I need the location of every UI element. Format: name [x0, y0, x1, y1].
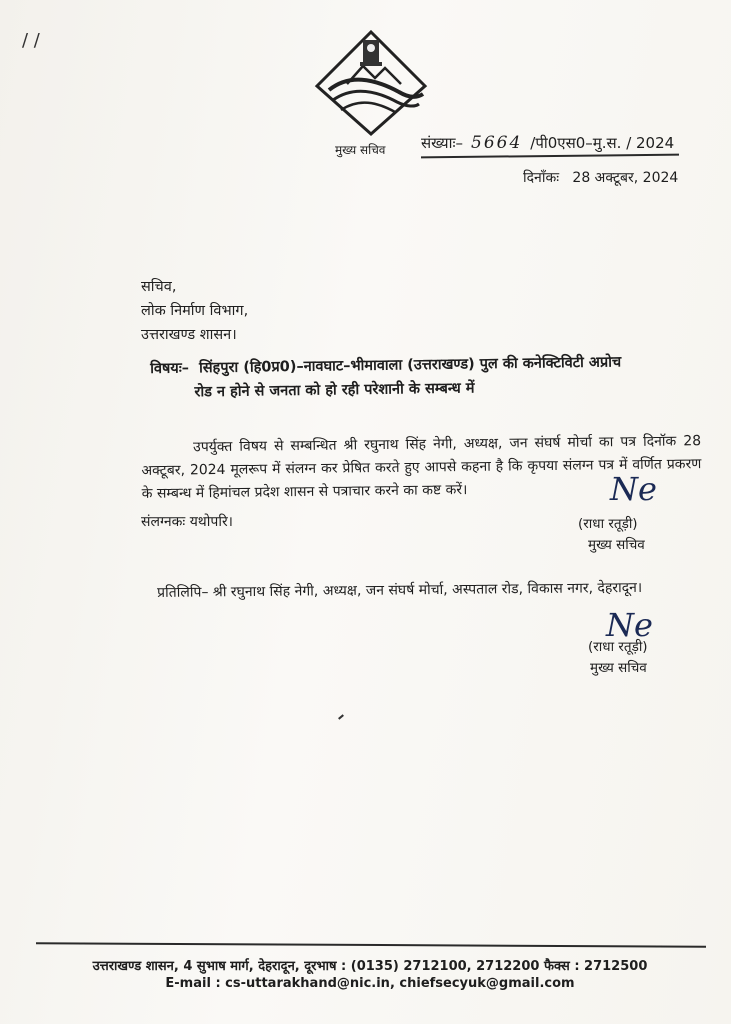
- addressee-line: सचिव,: [141, 279, 177, 295]
- enclosure-note: संलग्नकः यथोपरि।: [141, 514, 233, 530]
- reference-suffix: /पी0एस0–मु.स. / 2024: [530, 134, 675, 152]
- body-text: उपर्युक्त विषय से सम्बन्धित श्री रघुनाथ सिंह नेगी, अध्यक्ष, जन संघर्ष मोर्चा का पत्र दिनॉक 28 अक्टूबर, 2024 मूलरूप में संलग्न कर प्रेषित करते हुए आपसे कहना है कि कृपया संलग्न पत्र में वर्णित प्रकरण के सम्बन्ध में हिमांचल प्रदेश शासन से पत्राचार करने का कष्ट करें।: [141, 433, 702, 502]
- letter-date: [523, 168, 678, 187]
- footer-email: E-mail : cs-uttarakhand@nic.in, chiefsecyuk@gmail.com: [165, 976, 575, 991]
- signatory-title: मुख्य सचिव: [590, 660, 647, 676]
- reference-underline: [421, 154, 679, 159]
- date-value: 28 अक्टूबर, 2024: [572, 170, 679, 186]
- addressee-line: लोक निर्माण विभाग,: [141, 303, 249, 319]
- reference-number: [421, 133, 674, 153]
- signatory-title: मुख्य सचिव: [588, 537, 645, 553]
- copy-to-block: [157, 574, 717, 606]
- footer-address: उत्तराखण्ड शासन, 4 सुभाष मार्ग, देहरादून, दूरभाष : (0135) 2712100, 2712200 फैक्स : 2712500: [92, 959, 648, 974]
- addressee-block: [141, 275, 248, 347]
- signatory-name: (राधा रतूड़ी): [578, 516, 638, 532]
- addressee-line: उत्तराखण्ड शासन।: [141, 327, 237, 343]
- signatory-name: (राधा रतूड़ी): [588, 639, 648, 655]
- uttarakhand-emblem-logo: [313, 28, 429, 138]
- footer-divider: [36, 942, 706, 948]
- stray-mark: / /: [22, 30, 40, 51]
- stray-tick-mark: [338, 714, 344, 719]
- reference-prefix: संख्याः–: [421, 134, 464, 152]
- copy-to-label: प्रतिलिपि–: [157, 584, 209, 601]
- reference-handwritten-number: 5664: [471, 133, 523, 153]
- subject-line: सिंहपुरा (हि0प्र0)–नावघाट–भीमावाला (उत्तराखण्ड) पुल की कनेक्टिविटी अप्रोच: [198, 354, 622, 377]
- subject-label: विषयः–: [150, 360, 190, 377]
- date-label: दिनाँकः: [523, 170, 560, 186]
- signature-mark: Ne: [606, 606, 653, 644]
- copy-to-text: श्री रघुनाथ सिंह नेगी, अध्यक्ष, जन संघर्ष मोर्चा, अस्पताल रोड, विकास नगर, देहरादून।: [212, 579, 643, 601]
- subject-line: रोड न होने से जनता को हो रही परेशानी के सम्बन्ध में: [194, 380, 475, 401]
- signature-mark: Ne: [610, 470, 657, 508]
- issuer-designation: मुख्य सचिव: [335, 143, 386, 157]
- subject-block: [150, 350, 622, 405]
